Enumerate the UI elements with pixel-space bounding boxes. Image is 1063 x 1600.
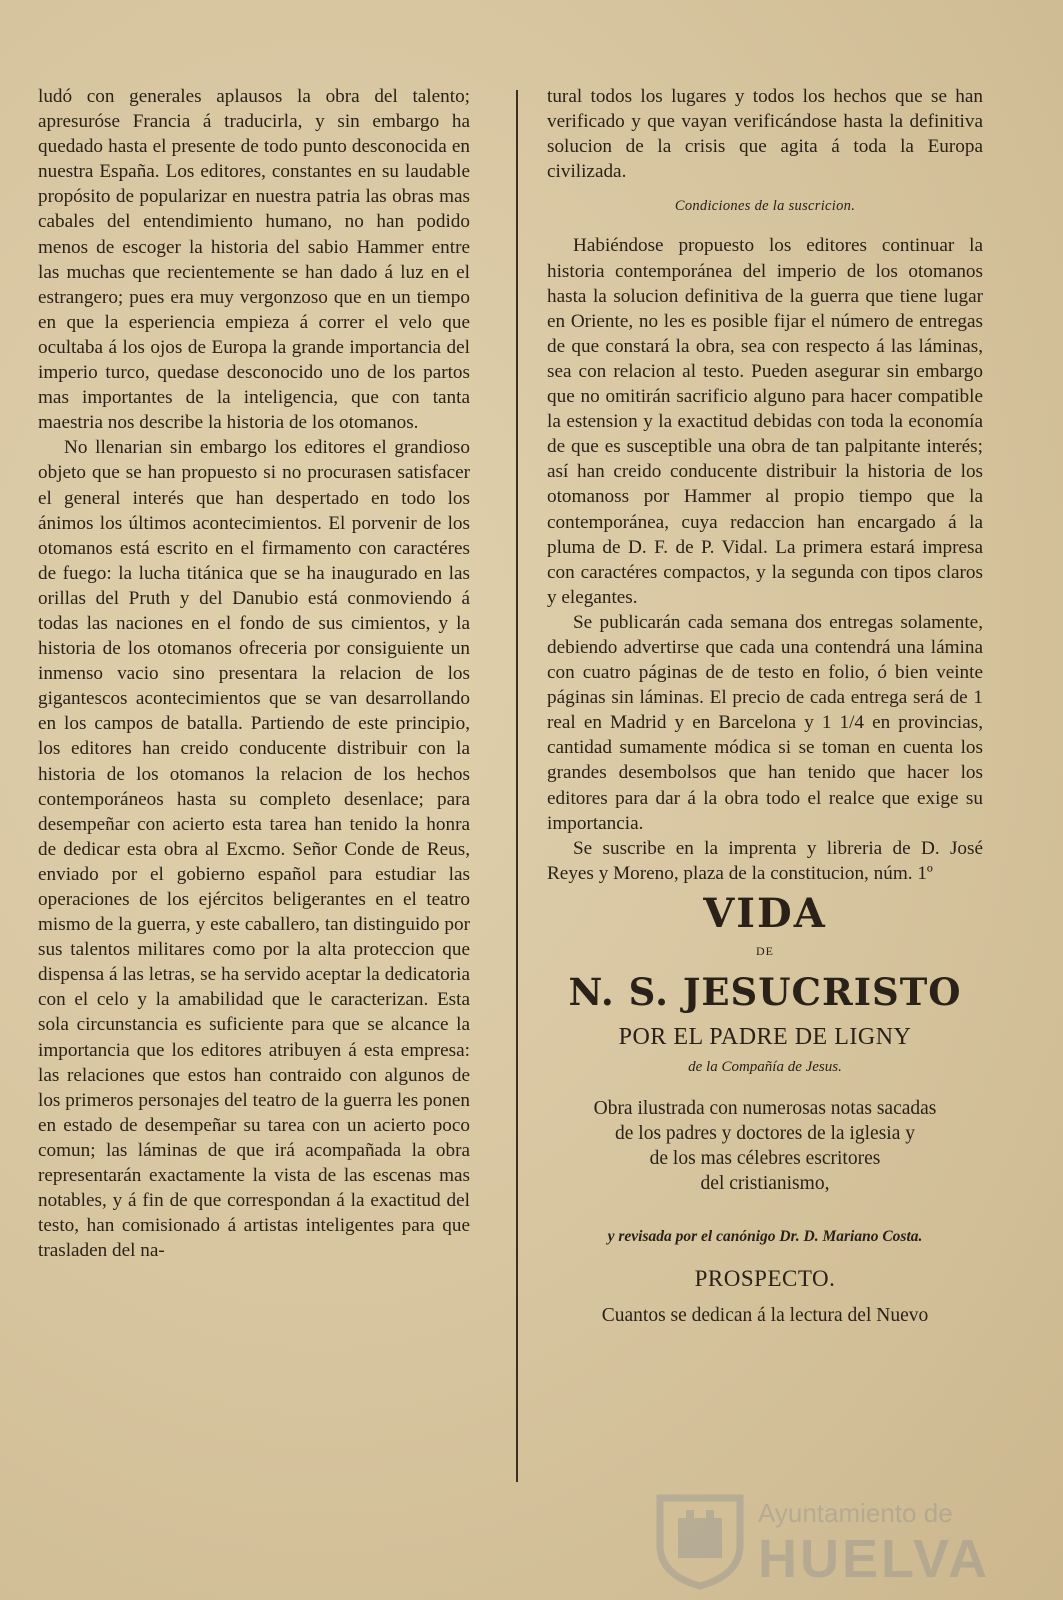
left-paragraph-1: ludó con generales aplausos la obra del talento; apresuróse Francia á traducirla, y sin embargo ha quedado hasta el presente de todo punto desconocida en nuestra España. Los editores, constantes en su laudable propósito de popularizar en nuestra patria las obras mas cabales del entendimiento humano, no han podido menos de escoger la historia del sabio Hammer entre las muchas que recientemente se han dado á luz en el estrangero; pues era muy vergonzoso que en un tiempo en que la esperiencia empieza á correr el velo que ocultaba á los ojos de Europa la grande importancia del imperio turco, quedase desconocido uno de los partos mas importantes de la inteligencia, que con tanta maestria nos describe la historia de los otomanos. (38, 86, 470, 434)
description-line: de los mas célebres escritores (649, 1147, 881, 1169)
description-line: del cristianismo, (700, 1172, 830, 1194)
right-paragraph-2: Se publicarán cada semana dos entregas solamente, debiendo advertirse que cada una contendrá una lámina con cuatro páginas de de testo en folio, ó bien veinte páginas sin láminas. El precio de cada entrega será de 1 real en Madrid y en Barcelona y 1 1/4 en provincias, cantidad sumamente módica si se toman en cuenta los grandes desembolsos que han tenido que hacer los editores para dar á la obra todo el realce que exige su importancia. (547, 611, 983, 834)
announcement-description (547, 1096, 983, 1196)
column-divider (516, 90, 518, 1482)
description-line: Obra ilustrada con numerosas notas sacadas (593, 1097, 937, 1119)
prospecto-heading: PROSPECTO. (694, 1265, 836, 1291)
shield-icon (650, 1490, 750, 1590)
prospecto-first-line: Cuantos se dedican á la lectura del Nuevo (601, 1304, 929, 1326)
right-paragraph-3: Se suscribe en la imprenta y libreria de D. José Reyes y Moreno, plaza de la constitucion, núm. 1º (547, 837, 983, 884)
announcement-subject: N. S. JESUCRISTO (568, 969, 962, 1014)
announcement-revised: y revisada por el canónigo Dr. D. Mariano Costa. (607, 1227, 923, 1245)
watermark-line1: Ayuntamiento de (758, 1498, 953, 1528)
announcement-author: POR EL PADRE DE LIGNY (618, 1023, 912, 1050)
left-column (38, 84, 470, 1263)
watermark-line2: HUELVA (758, 1529, 990, 1589)
conditions-heading: Condiciones de la suscricion. (674, 198, 856, 215)
right-paragraph-1: Habiéndose propuesto los editores continuar la historia contemporánea del imperio de los otomanos hasta la solucion definitiva de la guerra que tiene lugar en Oriente, no les es posible fijar el número de entregas de que constará la obra, sea con respecto á las láminas, sea con relacion al testo. Pueden asegurar sin embargo que no omitirán sacrificio alguno para hacer compatible la estension y la exactitud debidas con toda la economía de que es susceptible una obra de tan palpitante interés; así han creido conducente distribuir la historia de los otomanoss por Hammer al propio tiempo que la contemporánea, cuya redaccion han encargado á la pluma de D. F. de P. Vidal. La primera estará impresa con caractéres compactos, y la segunda con tipos claros y elegantes. (547, 235, 983, 608)
announcement-title: VIDA (703, 889, 827, 937)
book-announcement (547, 890, 983, 1330)
description-line: de los padres y doctores de la iglesia y (615, 1122, 915, 1144)
announcement-order: de la Compañía de Jesus. (688, 1058, 842, 1075)
archive-watermark (650, 1490, 990, 1590)
right-intro: tural todos los lugares y todos los hechos que se han verificado y que vayan verificándose hasta la definitiva solucion de la crisis que agita á toda la Europa civilizada. (547, 86, 983, 183)
left-paragraph-2: No llenarian sin embargo los editores el grandioso objeto que se han propuesto si no procurasen satisfacer el general interés que han despertado en todo los ánimos los últimos acontecimientos. El porvenir de los otomanos está escrito en el firmamento con caractéres de fuego: la lucha titánica que se ha inaugurado en las orillas del Pruth y del Danubio está conmoviendo á todas las naciones en el fondo de sus cimientos, y la historia de los otomanos ofreceria por consiguiente un inmenso vacio sino presentara la relacion de los gigantescos acontecimientos que se van desarrollando en los campos de batalla. Partiendo de este principio, los editores han creido conducente distribuir con la historia de los otomanos la relacion de los hechos contemporáneos hasta su completo desenlace; para desempeñar con acierto esta tarea han tenido la honra de dedicar esta obra al Excmo. Señor Conde de Reus, enviado por el gobierno español para estudiar las operaciones de los ejércitos beligerantes en el teatro mismo de la guerra, y este caballero, tan distinguido por sus talentos militares como por la alta proteccion que dispensa á las letras, se ha servido aceptar la dedicatoria con el celo y la amabilidad que le caracterizan. Esta sola circunstancia es suficiente para que se alcance la importancia que los editores atribuyen á esta empresa: las relaciones que estos han contraido con algunos de los primeros personajes del teatro de la guerra les ponen en estado de desempeñar su tarea con un acierto poco comun; las láminas de que irá acompañada la obra representarán exactamente la vista de las escenas mas notables, y á fin de que correspondan á la exactitud del testo, han comisionado á artistas inteligentes para que trasladen del na- (38, 437, 470, 1262)
announcement-de: DE (756, 943, 774, 958)
right-column (547, 84, 983, 1330)
